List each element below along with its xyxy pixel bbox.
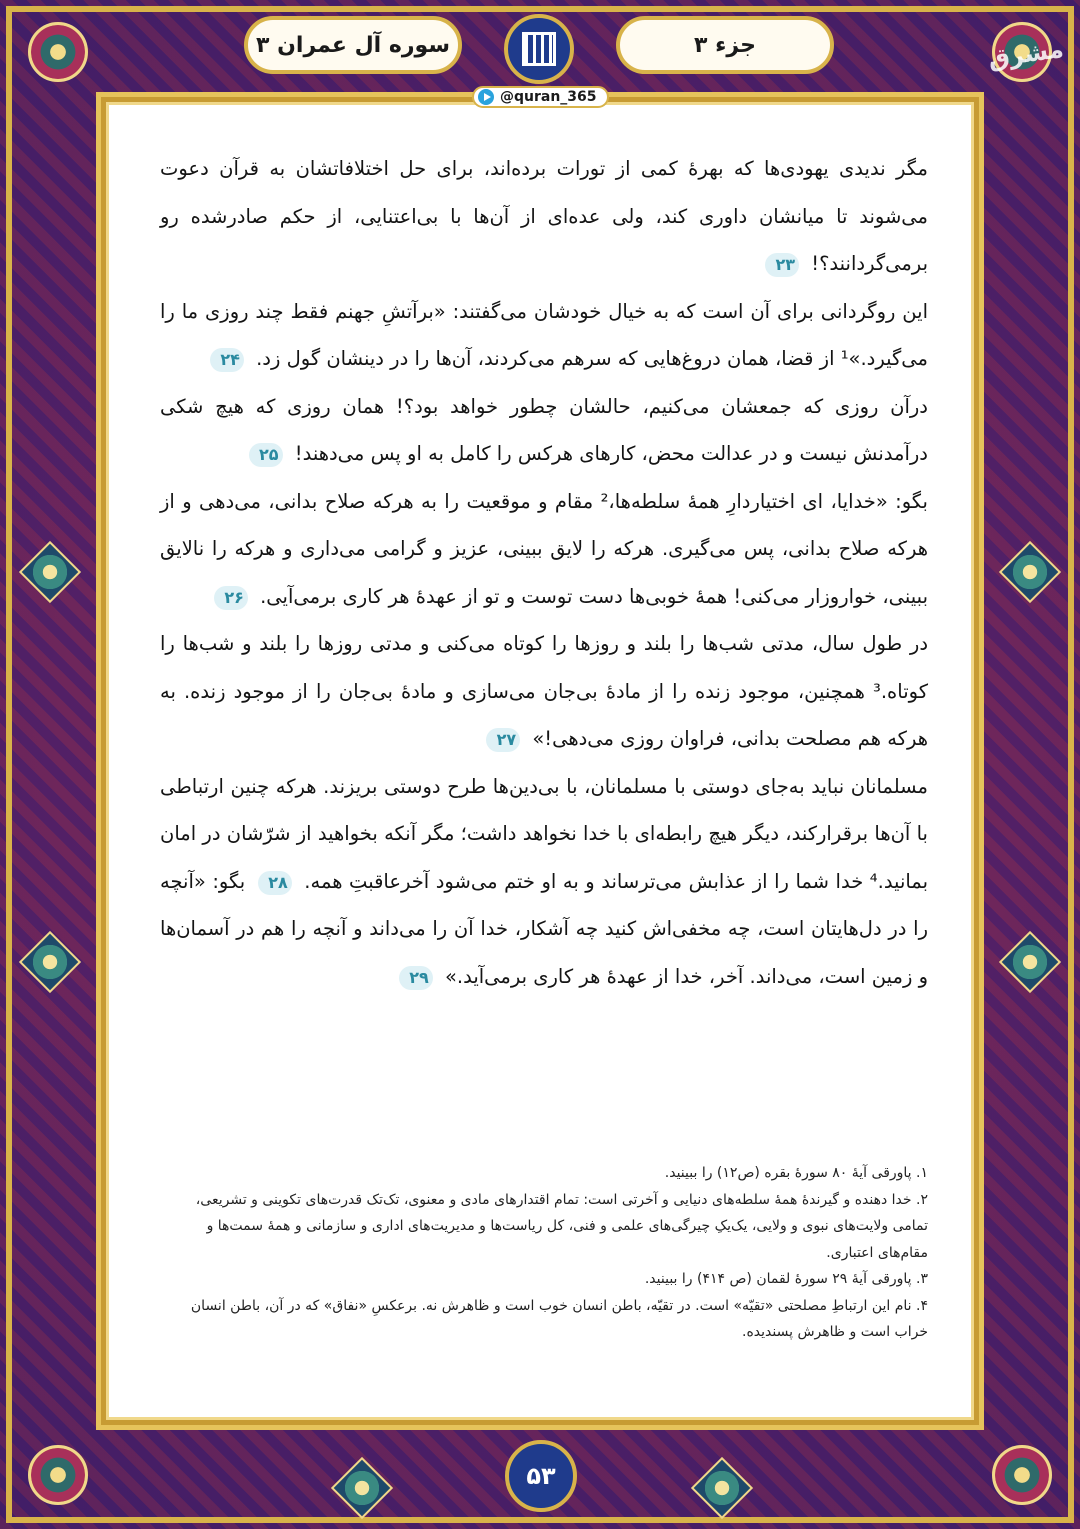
page-number: ۵۳ (526, 1462, 556, 1490)
footnote: ۴. نام این ارتباطِ مصلحتی «تقیّه» است. در تقیّه، باطن انسان خوب است و ظاهرش نه. برعکسِ «نفاق» که در آن، باطن انسان خراب است و ظاهرش پسندیده. (190, 1297, 928, 1340)
ayah-number-badge: ۲۴ (210, 348, 244, 372)
verse-paragraph (160, 383, 928, 478)
verse-paragraph (160, 288, 928, 383)
translation-text (160, 145, 928, 1000)
kufic-logo-icon (522, 32, 556, 66)
verse-paragraph (160, 478, 928, 621)
verse-text: بگو: «آنچه را در دل‌هایتان است، چه مخفی‌اش کنید چه آشکار، خدا آن را می‌داند و آنچه را هم در آسمان‌ها و زمین است، می‌داند. آخر، خدا از عهدهٔ هر کاری برمی‌آید.» (160, 869, 928, 988)
footnotes (160, 1160, 928, 1346)
page-number-badge (505, 1440, 577, 1512)
quran-logo (504, 14, 574, 84)
ayah-number-badge: ۲۳ (765, 253, 799, 277)
telegram-icon (478, 89, 494, 105)
channel-handle[interactable] (472, 86, 609, 108)
corner-medallion-icon (992, 1445, 1052, 1505)
verse-text: مسلمانان نباید به‌جای دوستی با مسلمانان، با بی‌دین‌ها طرح دوستی بریزند. هرکه چنین ارتباطی با آن‌ها برقرارکند، دیگر هیچ رابطه‌ای با خدا نخواهد داشت؛ مگر آنکه بخواهید از شرّشان در امان بمانید.⁴ خدا شما را از عذابش می‌ترساند و به او ختم می‌شود آخرعاقبتِ همه. (160, 774, 929, 893)
surah-title-text: سوره آل عمران ۳ (256, 32, 450, 58)
ayah-number-badge: ۲۸ (258, 871, 292, 895)
verse-paragraph (160, 620, 928, 763)
footnote: ۳. پاورقی آیهٔ ۲۹ سورهٔ لقمان (ص ۴۱۴) را ببینید. (644, 1271, 928, 1287)
ayah-number-badge: ۲۹ (399, 966, 433, 990)
corner-medallion-icon (28, 22, 88, 82)
verse-text: درآن روزی که جمعشان می‌کنیم، حالشان چطور خواهد بود؟! همان روزی که هیچ شکی درآمدنش نیست و در عدالت محض، کارهای هرکس را کامل به او پس می‌دهند! (160, 394, 928, 465)
ayah-number-badge: ۲۷ (486, 728, 520, 752)
juz-title (616, 16, 834, 74)
verse-text: این روگردانی برای آن است که به خیال خودشان می‌گفتند: «برآتشِ جهنم فقط چند روزی ما را می‌گیرد.»¹ از قضا، همان دروغ‌هایی که سرهم می‌کردند، آن‌ها را در دینشان گول زد. (160, 299, 928, 370)
juz-title-text: جزء ۳ (694, 32, 756, 58)
channel-handle-text: @quran_365 (500, 89, 597, 105)
verse-text: بگو: «خدایا، ای اختیاردارِ همهٔ سلطه‌ها،² مقام و موقعیت را به هرکه صلاح بدانی، می‌دهی و از هرکه صلاح بدانی، پس می‌گیری. هرکه را لایق ببینی، عزیز و گرامی می‌داری و هرکه را نالایق ببینی، خوارو‌زار می‌کنی! همهٔ خوبی‌ها دست توست و تو از عهدهٔ هر کاری برمی‌آیی. (160, 489, 928, 608)
footnote: ۱. پاورقی آیهٔ ۸۰ سورهٔ بقره (ص۱۲) را ببینید. (664, 1165, 928, 1181)
verse-text: در طول سال، مدتی شب‌ها را بلند و روزها را کوتاه می‌کنی و مدتی روزها را بلند و شب‌ها را کوتاه.³ همچنین، موجود زنده را از مادهٔ بی‌جان می‌سازی و مادهٔ بی‌جان را از موجود زنده. به هرکه هم مصلحت بدانی، فراوان روزی می‌دهی!» (160, 632, 928, 750)
verse-paragraph (160, 763, 928, 1001)
surah-title (244, 16, 462, 74)
watermark-logo: مشرق (986, 34, 1066, 74)
ayah-number-badge: ۲۶ (214, 586, 248, 610)
corner-medallion-icon (28, 1445, 88, 1505)
footnote: ۲. خدا دهنده و گیرندهٔ همهٔ سلطه‌های دنیایی و آخرتی است: تمام اقتدارهای مادی و معنوی، تک‌تک قدرت‌های تکوینی و تشریعی، تمامی ولایت‌های نبوی و ولایی، یک‌یکِ چیرگی‌های علمی و فنی، کل ریاست‌ها و مدیریت‌های اداری و سازمانی و همهٔ سمت‌ها و مقام‌های اعتباری. (195, 1191, 928, 1261)
ayah-number-badge: ۲۵ (249, 443, 283, 467)
verse-text: مگر ندیدی یهودی‌ها که بهرهٔ کمی از تورات برده‌اند، برای حل اختلافاتشان به قرآن دعوت می‌شوند تا میانشان داوری کند، ولی عده‌ای از آن‌ها با بی‌اعتنایی، از حکم صادرشده رو برمی‌گردانند؟! (160, 157, 928, 275)
verse-paragraph (160, 145, 928, 288)
